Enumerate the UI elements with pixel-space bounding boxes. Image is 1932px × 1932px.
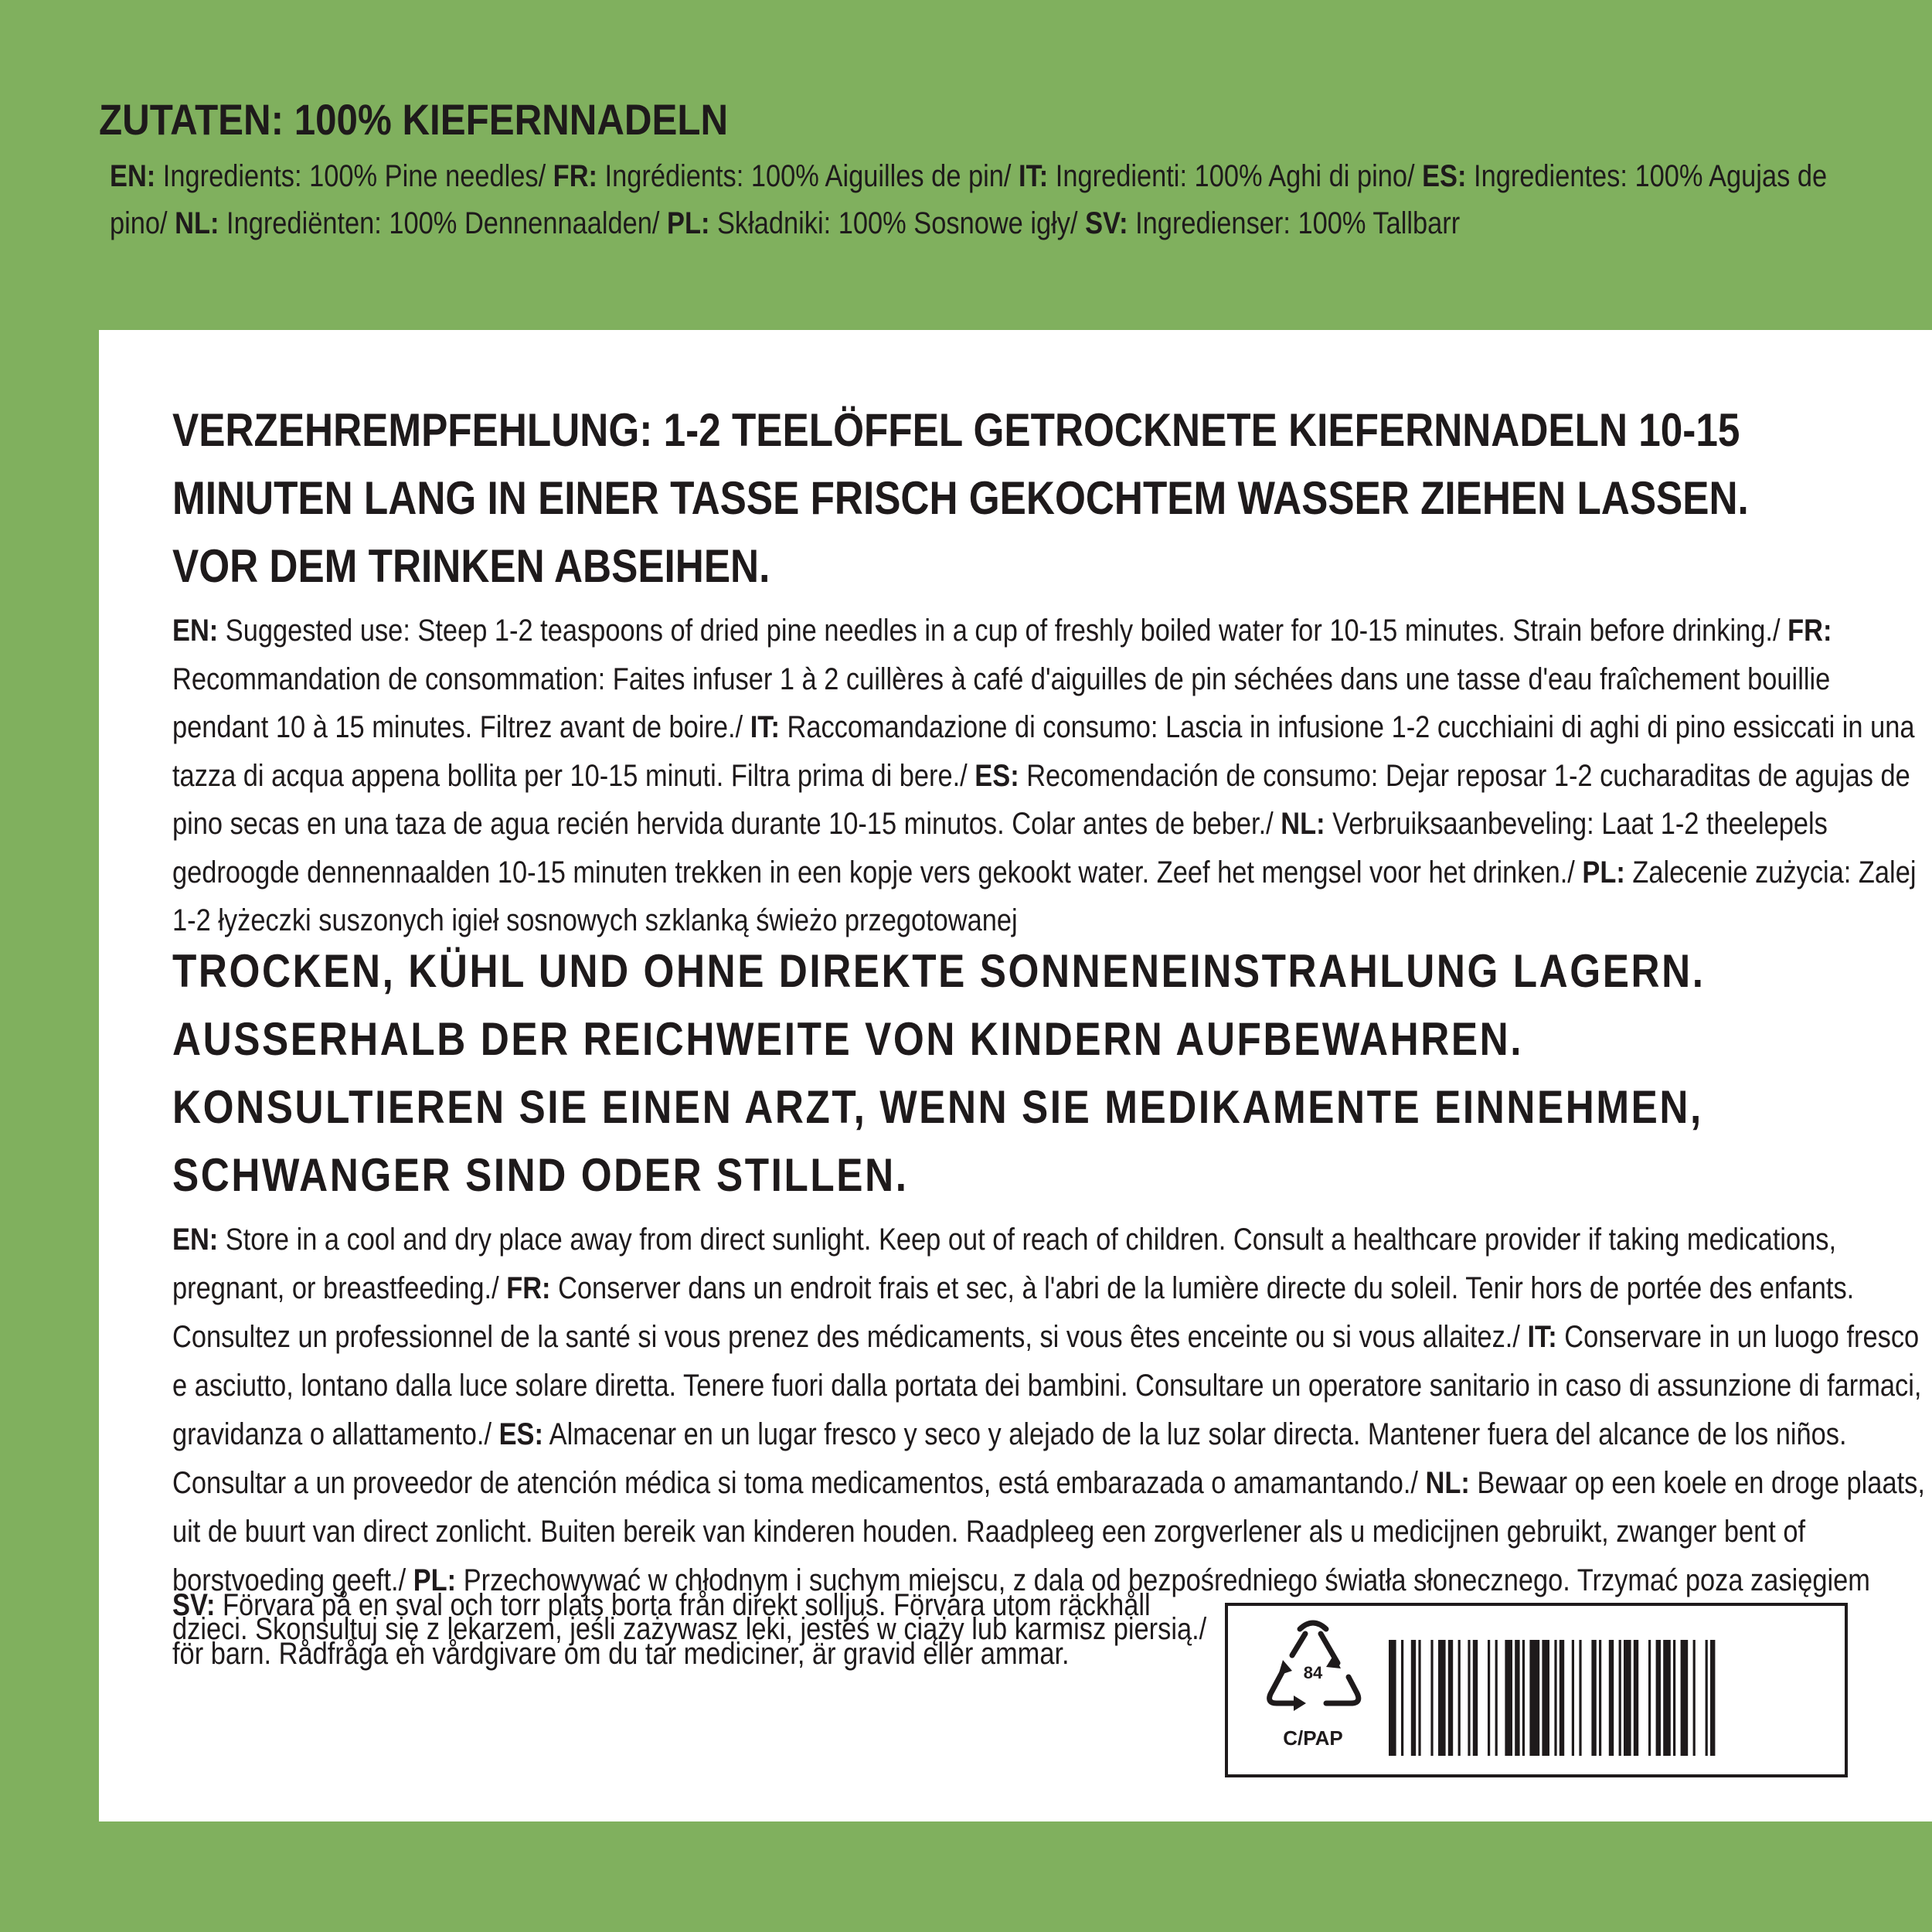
barcode-bar	[1619, 1640, 1621, 1756]
storage-sv-block	[172, 1581, 1177, 1679]
barcode-bar	[1458, 1640, 1461, 1756]
lang-code-nl: NL:	[1425, 1466, 1470, 1500]
lang-code-nl: NL:	[175, 206, 219, 240]
barcode-bar	[1560, 1640, 1564, 1756]
storage-heading: TROCKEN, KÜHL UND OHNE DIREKTE SONNENEINSTRAHLUNG LAGERN. AUSSERHALB DER REICHWEITE VON KINDERN AUFBEWAHREN. KONSULTIEREN SIE EINEN ARZT, WENN SIE MEDIKAMENTE EINNEHMEN, SCHWANGER SIND ODER STILLEN.	[172, 945, 1706, 1201]
usage-text-nl: Verbruiksaanbeveling: Laat 1-2 theelepels gedroogde dennennaalden 10-15 minuten trekken in een kopje vers gekookt water. Zeef het mengsel voor het drinken./	[172, 807, 1828, 889]
barcode-icon	[1389, 1640, 1821, 1756]
storage-text-nl: Bewaar op een koele en droge plaats, uit de buurt van direct zonlicht. Buiten bereik van kinderen houden. Raadpleeg een zorgverlener als u medicijnen gebruikt, zwanger bent of borstvoeding geeft./	[172, 1466, 1925, 1597]
usage-translations	[172, 607, 1927, 945]
ingredients-heading: ZUTATEN: 100% KIEFERNNADELN	[99, 95, 729, 144]
usage-text-en: Suggested use: Steep 1-2 teaspoons of dried pine needles in a cup of freshly boiled water for 10-15 minutes. Strain before drinking./	[218, 614, 1788, 648]
recycling-number: 84	[1303, 1663, 1323, 1682]
storage-text-sv: Förvara på en sval och torr plats borta från direkt solljus. Förvara utom räckhåll för barn. Rådfråga en vårdgivare om du tar mediciner, är gravid eller ammar.	[172, 1588, 1151, 1671]
barcode-bar	[1609, 1640, 1614, 1756]
lang-code-pl: PL:	[413, 1563, 457, 1597]
barcode-bar	[1389, 1640, 1396, 1756]
recycling-icon	[1263, 1620, 1363, 1767]
barcode-bar	[1473, 1640, 1478, 1756]
lang-code-pl: PL:	[1582, 855, 1625, 889]
lang-code-nl: NL:	[1281, 807, 1325, 841]
panel-content	[172, 396, 1925, 1671]
storage-text-it: Conservare in un luogo fresco e asciutto, lontano dalla luce solare diretta. Tenere fuori dalla portata dei bambini. Consultare un operatore sanitario in caso di assunzione di farmaci, gravidanza o allattamento./	[172, 1320, 1922, 1451]
storage-text-es: Almacenar en un lugar fresco y seco y alejado de la luz solar directa. Mantener fuera del alcance de los niños. Consultar a un proveedor de atención médica si toma medicamentos, está embarazada o amamantando./	[172, 1417, 1847, 1500]
barcode-bar	[1624, 1640, 1631, 1756]
barcode-bar	[1411, 1640, 1416, 1756]
barcode-bar	[1572, 1640, 1574, 1756]
barcode-bar	[1529, 1640, 1539, 1756]
ingredients-text-pl: Składniki: 100% Sosnowe igły/	[709, 206, 1086, 240]
lang-code-es: ES:	[498, 1417, 543, 1451]
barcode-bar	[1515, 1640, 1519, 1756]
storage-translation-sv	[172, 1581, 1169, 1679]
recycling-triangle-icon	[1263, 1620, 1363, 1728]
barcode-bar	[1599, 1640, 1601, 1756]
storage-text-en: Store in a cool and dry place away from direct sunlight. Keep out of reach of children. Consult a healthcare provider if taking medications, pregnant, or breastfeeding./	[172, 1223, 1837, 1305]
usage-text-es: Recomendación de consumo: Dejar reposar 1-2 cucharaditas de agujas de pino secas en una taza de agua recién hervida durante 10-15 minutos. Colar antes de beber./	[172, 758, 1910, 841]
barcode-bar	[1681, 1640, 1689, 1756]
barcode-bar	[1673, 1640, 1675, 1756]
barcode-bar	[1693, 1640, 1696, 1756]
lang-code-en: EN:	[110, 159, 156, 193]
barcode-bar	[1706, 1640, 1708, 1756]
ingredients-translations	[110, 153, 1864, 247]
usage-text-it: Raccomandazione di consumo: Lascia in infusione 1-2 cucchiaini di aghi di pino essiccati in una tazza di acqua appena bollita per 10-15 minuti. Filtra prima di bere./	[172, 710, 1915, 793]
lang-code-sv: SV:	[172, 1588, 216, 1622]
ingredients-text-es: Ingredientes: 100% Agujas de pino/	[110, 159, 1828, 240]
lang-code-en: EN:	[172, 1223, 219, 1257]
usage-text-pl: Zalecenie zużycia: Zalej 1-2 łyżeczki suszonych igieł sosnowych szklanką świeżo przegotowanej	[172, 855, 1917, 937]
lang-code-it: IT:	[750, 710, 780, 744]
barcode-bar	[1430, 1640, 1433, 1756]
label-panel	[99, 330, 1932, 1821]
barcode-bar	[1495, 1640, 1498, 1756]
ingredients-section	[99, 93, 1845, 247]
lang-code-fr: FR:	[553, 159, 597, 193]
usage-heading: VERZEHREMPFEHLUNG: 1-2 TEELÖFFEL GETROCKNETE KIEFERNNADELN 10-15 MINUTEN LANG IN EINER TASSE FRISCH GEKOCHTEM WASSER ZIEHEN LASSEN. VOR DEM TRINKEN ABSEIHEN.	[172, 404, 1749, 592]
storage-text-pl: Przechowywać w chłodnym i suchym miejscu, z dala od bezpośredniego światła słonecznego. Trzymać poza zasięgiem dzieci. Skonsultuj się z lekarzem, jeśli zażywasz leki, jesteś w ciąży lub karmisz piersią./	[172, 1563, 1870, 1646]
barcode-bar	[1710, 1640, 1715, 1756]
barcode-bar	[1401, 1640, 1403, 1756]
barcode-bar	[1663, 1640, 1671, 1756]
ingredients-text-fr: Ingrédients: 100% Aiguilles de pin/	[597, 159, 1019, 193]
lang-code-pl: PL:	[667, 206, 710, 240]
lang-code-sv: SV:	[1085, 206, 1128, 240]
ingredients-text-en: Ingredients: 100% Pine needles/	[155, 159, 553, 193]
barcode-bar	[1468, 1640, 1470, 1756]
barcode-bar	[1579, 1640, 1581, 1756]
lang-code-es: ES:	[975, 758, 1019, 793]
lang-code-fr: FR:	[506, 1271, 551, 1305]
ingredients-text-sv: Ingredienser: 100% Tallbarr	[1128, 206, 1461, 240]
lang-code-it: IT:	[1527, 1320, 1557, 1354]
barcode-bar	[1448, 1640, 1453, 1756]
barcode-bar	[1418, 1640, 1420, 1756]
barcode-bar	[1656, 1640, 1661, 1756]
barcode-bar	[1591, 1640, 1596, 1756]
barcode-bar	[1634, 1640, 1638, 1756]
storage-text-fr: Conserver dans un endroit frais et sec, à l'abri de la lumière directe du soleil. Tenir hors de portée des enfants. Consultez un professionnel de la santé si vous prenez des médicaments, si vous êtes enceinte ou si vous allaitez./	[172, 1271, 1855, 1354]
barcode-bar	[1542, 1640, 1549, 1756]
ingredients-text-it: Ingredienti: 100% Aghi di pino/	[1048, 159, 1423, 193]
storage-section	[172, 937, 1925, 1654]
barcode-bar	[1488, 1640, 1490, 1756]
barcode-bar	[1505, 1640, 1512, 1756]
ingredients-text-nl: Ingrediënten: 100% Dennennaalden/	[219, 206, 668, 240]
lang-code-es: ES:	[1422, 159, 1467, 193]
lang-code-fr: FR:	[1787, 614, 1832, 648]
lang-code-en: EN:	[172, 614, 219, 648]
recycling-barcode-box	[1225, 1603, 1848, 1777]
barcode-bar	[1648, 1640, 1651, 1756]
recycling-code: C/PAP	[1283, 1726, 1343, 1750]
usage-section	[172, 396, 1917, 945]
lang-code-it: IT:	[1019, 159, 1049, 193]
barcode-bar	[1522, 1640, 1525, 1756]
usage-text-fr: Recommandation de consommation: Faites infuser 1 à 2 cuillères à café d'aiguilles de pin séchées dans une tasse d'eau fraîchement bouillie pendant 10 à 15 minutes. Filtrez avant de boire./	[172, 662, 1831, 744]
barcode-bar	[1438, 1640, 1446, 1756]
barcode-bar	[1554, 1640, 1556, 1756]
